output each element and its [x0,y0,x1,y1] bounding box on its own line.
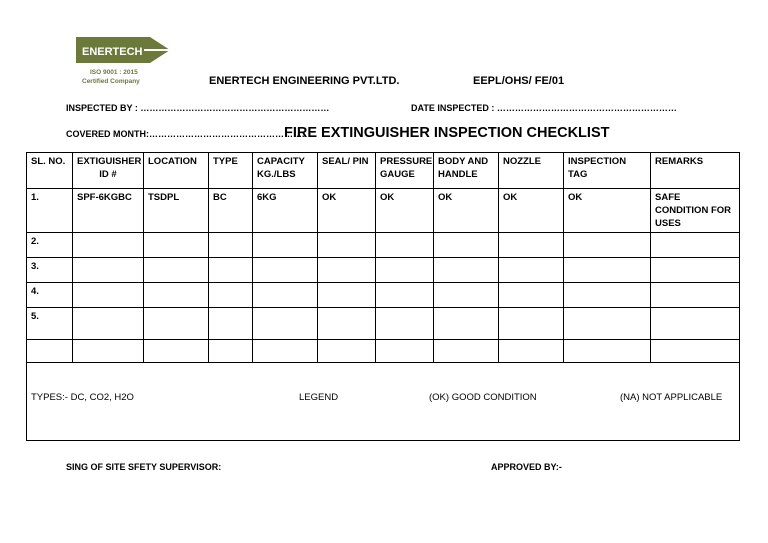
table-row [27,189,740,233]
cell-pressure-gauge[interactable] [376,308,434,340]
company-logo [74,33,172,87]
cell-location[interactable] [144,283,209,308]
cell-remarks[interactable] [651,340,740,363]
cell-seal-pin[interactable] [318,308,376,340]
cell-location[interactable] [144,340,209,363]
col-header-sl-no: SL. NO. [27,153,73,189]
supervisor-signature-field[interactable]: SING OF SITE SFETY SUPERVISOR: [66,462,222,472]
col-header-type: TYPE [209,153,253,189]
cell-body-handle[interactable] [434,340,499,363]
cell-pressure-gauge[interactable] [376,340,434,363]
cell-capacity[interactable] [253,308,318,340]
table-header-row [27,153,740,189]
cell-body-handle[interactable] [434,233,499,258]
cell-capacity[interactable]: 6KG [253,189,318,233]
cell-capacity[interactable] [253,233,318,258]
cell-inspection-tag[interactable]: OK [564,189,651,233]
legend-label: LEGEND [299,392,339,403]
col-header-body-handle: BODY AND HANDLE [434,153,499,189]
cell-sl-no[interactable]: 2. [27,233,73,258]
cell-nozzle[interactable]: OK [499,189,564,233]
cell-pressure-gauge[interactable] [376,258,434,283]
cell-capacity[interactable] [253,283,318,308]
col-header-extinguisher-id: EXTIGUISHER ID # [73,153,144,189]
cell-type[interactable] [209,258,253,283]
page-title: FIRE EXTINGUISHER INSPECTION CHECKLIST [284,125,610,141]
cell-sl-no[interactable]: 1. [27,189,73,233]
cell-seal-pin[interactable] [318,258,376,283]
table-row [27,233,740,258]
cell-type[interactable] [209,283,253,308]
cell-pressure-gauge[interactable] [376,233,434,258]
cell-extinguisher-id[interactable] [73,258,144,283]
cell-pressure-gauge[interactable] [376,283,434,308]
cell-type[interactable] [209,308,253,340]
legend-na: (NA) NOT APPLICABLE [620,392,723,403]
table-row [27,283,740,308]
cell-body-handle[interactable] [434,308,499,340]
cell-inspection-tag[interactable] [564,340,651,363]
cell-extinguisher-id[interactable]: SPF-6KGBC [73,189,144,233]
cell-extinguisher-id[interactable] [73,308,144,340]
table-row [27,308,740,340]
cell-seal-pin[interactable] [318,340,376,363]
enertech-logo-icon [74,33,172,87]
cell-extinguisher-id[interactable] [73,233,144,258]
cell-type[interactable] [209,340,253,363]
cell-location[interactable] [144,233,209,258]
cell-body-handle[interactable] [434,258,499,283]
document-code: EEPL/OHS/ FE/01 [473,75,565,87]
cell-remarks[interactable] [651,258,740,283]
logo-cert-line1: ISO 9001 : 2015 [90,69,138,76]
cell-sl-no[interactable] [27,340,73,363]
logo-cert-line2: Certified Company [82,78,140,85]
col-header-pressure-gauge: PRESSURE GAUGE [376,153,434,189]
cell-remarks[interactable] [651,308,740,340]
notes-row [27,363,740,441]
cell-nozzle[interactable] [499,308,564,340]
cell-inspection-tag[interactable] [564,308,651,340]
inspection-checklist-table [26,152,740,441]
cell-capacity[interactable] [253,258,318,283]
cell-location[interactable]: TSDPL [144,189,209,233]
cell-seal-pin[interactable] [318,233,376,258]
legend-ok: (OK) GOOD CONDITION [429,392,537,403]
cell-type[interactable]: BC [209,189,253,233]
cell-nozzle[interactable] [499,233,564,258]
cell-nozzle[interactable] [499,258,564,283]
types-note: TYPES:- DC, CO2, H2O [31,392,134,403]
cell-location[interactable] [144,258,209,283]
table-row [27,340,740,363]
notes-cell [27,363,740,441]
cell-body-handle[interactable]: OK [434,189,499,233]
cell-nozzle[interactable] [499,283,564,308]
col-header-nozzle: NOZZLE [499,153,564,189]
cell-pressure-gauge[interactable]: OK [376,189,434,233]
cell-sl-no[interactable]: 3. [27,258,73,283]
cell-extinguisher-id[interactable] [73,340,144,363]
cell-extinguisher-id[interactable] [73,283,144,308]
company-name: ENERTECH ENGINEERING PVT.LTD. [209,75,400,87]
cell-nozzle[interactable] [499,340,564,363]
table-row [27,258,740,283]
cell-inspection-tag[interactable] [564,283,651,308]
cell-remarks[interactable]: SAFE CONDITION FOR USES [651,189,740,233]
cell-seal-pin[interactable] [318,283,376,308]
cell-sl-no[interactable]: 4. [27,283,73,308]
cell-seal-pin[interactable]: OK [318,189,376,233]
col-header-inspection-tag: INSPECTION TAG [564,153,651,189]
cell-inspection-tag[interactable] [564,258,651,283]
col-header-location: LOCATION [144,153,209,189]
date-inspected-field[interactable]: DATE INSPECTED : …………………………………………………… [411,103,677,113]
col-header-seal-pin: SEAL/ PIN [318,153,376,189]
cell-remarks[interactable] [651,233,740,258]
covered-month-field[interactable]: COVERED MONTH:……………………………………………. [66,129,305,139]
col-header-capacity: CAPACITY KG./LBS [253,153,318,189]
cell-type[interactable] [209,233,253,258]
cell-capacity[interactable] [253,340,318,363]
cell-body-handle[interactable] [434,283,499,308]
logo-brand-text: ENERTECH [82,46,143,58]
cell-remarks[interactable] [651,283,740,308]
cell-sl-no[interactable]: 5. [27,308,73,340]
col-header-remarks: REMARKS [651,153,740,189]
inspected-by-field[interactable]: INSPECTED BY : ……………………………………………………… [66,103,330,113]
cell-location[interactable] [144,308,209,340]
approved-by-field[interactable]: APPROVED BY:- [491,462,562,472]
cell-inspection-tag[interactable] [564,233,651,258]
